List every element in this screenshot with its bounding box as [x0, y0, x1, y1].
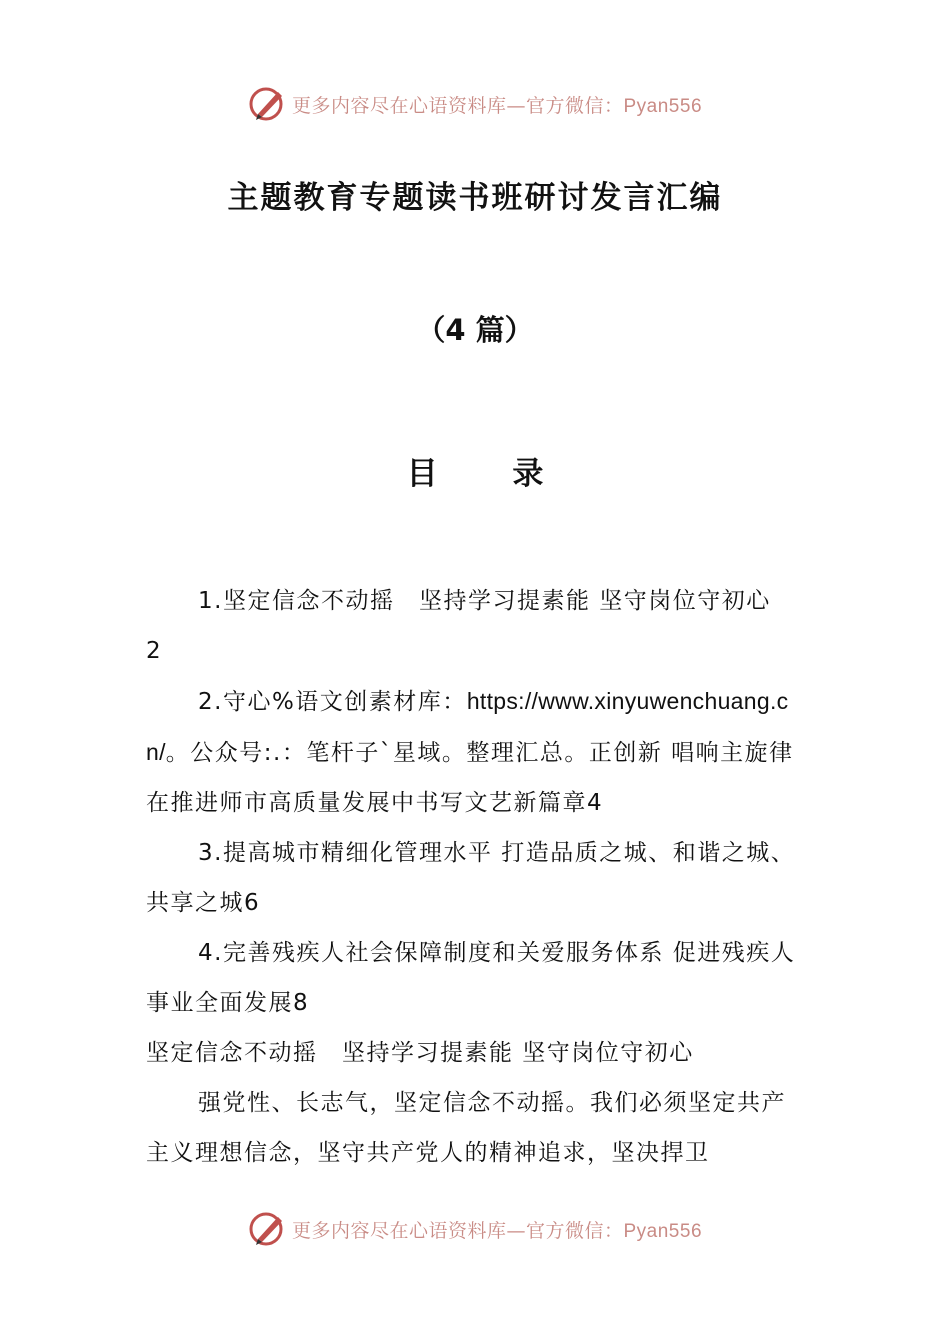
- document-subtitle: （4 篇）: [416, 313, 534, 347]
- toc-page-number: 6: [244, 890, 261, 916]
- toc-entry-2[interactable]: 2.守心%语文创素材库：https://www.xinyuwenchuang.cn/。公众号:.：笔杆子`星域。整理汇总。正创新 唱响主旋律在推进师市高质量发展中书写文艺新篇章4: [146, 688, 794, 816]
- document-body: [146, 576, 806, 1178]
- url-link: https://www.xinyuwenchuang.cn/: [146, 688, 789, 765]
- pen-logo-icon: [248, 1209, 288, 1249]
- toc-page-number: 2: [146, 638, 163, 664]
- watermark-text: 更多内容尽在心语资料库—官方微信：Pyan556: [291, 94, 703, 117]
- toc-page-number: 8: [293, 990, 310, 1016]
- section-title: 坚定信念不动摇 坚持学习提素能 坚守岗位守初心: [146, 1040, 694, 1066]
- watermark-text: 更多内容尽在心语资料库—官方微信：Pyan556: [291, 1219, 703, 1242]
- pen-logo-icon: [248, 84, 288, 124]
- toc-entry-3[interactable]: 3.提高城市精细化管理水平 打造品质之城、和谐之城、共享之城6: [146, 840, 796, 916]
- section-paragraph: 强党性、长志气，坚定信念不动摇。我们必须坚定共产主义理想信念，坚守共产党人的精神追求，坚决捍卫: [146, 1090, 786, 1166]
- watermark-banner-bottom: [0, 1209, 950, 1249]
- toc-page-number: 4: [587, 790, 604, 816]
- toc-entry-1[interactable]: 1.坚定信念不动摇 坚持学习提素能 坚守岗位守初心 2: [146, 588, 771, 664]
- toc-entry-4[interactable]: 4.完善残疾人社会保障制度和关爱服务体系 促进残疾人事业全面发展8: [146, 940, 796, 1016]
- watermark-banner-top: [0, 84, 950, 124]
- document-title: 主题教育专题读书班研讨发言汇编: [227, 180, 723, 216]
- toc-heading: 目 录: [406, 456, 576, 492]
